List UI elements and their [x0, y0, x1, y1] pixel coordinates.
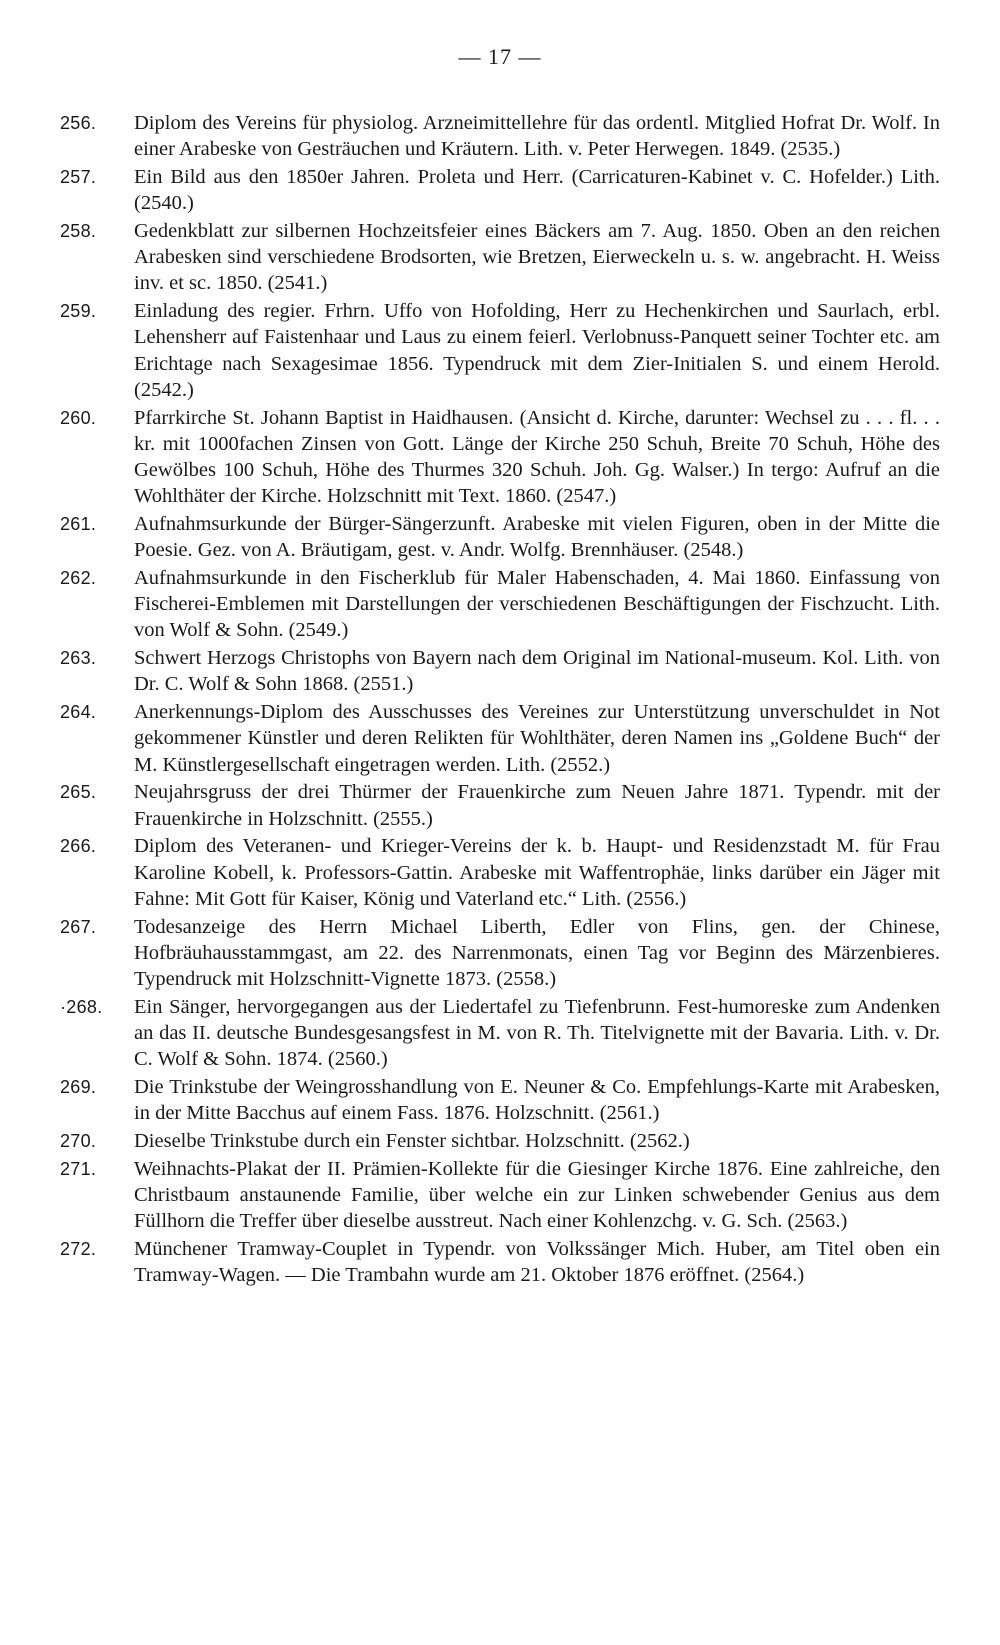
entry-text: Todesanzeige des Herrn Michael Liberth, Edler von Flins, gen. der Chinese, Hofbräuhausstammgast, am 22. des Narrenmonats, einen Tag vor Beginn des Märzenbieres. Typendruck mit Holzschnitt-Vignette 1873. (2558.) — [134, 915, 940, 991]
entry-number: 263. — [60, 648, 97, 669]
catalog-entry — [60, 1128, 940, 1154]
entry-number: 270. — [60, 1131, 97, 1152]
entry-text: Schwert Herzogs Christophs von Bayern nach dem Original im National-museum. Kol. Lith. von Dr. C. Wolf & Sohn 1868. (2551.) — [134, 647, 940, 696]
entry-number: 272. — [60, 1239, 97, 1260]
catalog-entry — [60, 565, 940, 644]
entry-text: Münchener Tramway-Couplet in Typendr. von Volkssänger Mich. Huber, am Titel oben ein Tramway-Wagen. — Die Trambahn wurde am 21. Oktober 1876 eröffnet. (2564.) — [134, 1238, 940, 1287]
catalog-entry — [60, 914, 940, 993]
catalog-entry — [60, 1236, 940, 1288]
entry-number: 259. — [60, 301, 97, 322]
catalog-entry — [60, 298, 940, 403]
entry-number: 257. — [60, 167, 97, 187]
entry-text: Gedenkblatt zur silbernen Hochzeitsfeier eines Bäckers am 7. Aug. 1850. Oben an den reichen Arabesken sind verschiedene Brodsorten, wie Bretzen, Eierweckeln u. s. w. angebracht. H. Weiss inv. et sc. 1850. (2541.) — [134, 220, 940, 295]
entry-text: Weihnachts-Plakat der II. Prämien-Kollekte für die Giesinger Kirche 1876. Eine zahlreiche, den Christbaum anstaunende Familie, über welche ein zur Linken schwebender Genius aus dem Füllhorn die Treffer über dieselbe ausstreut. Nach einer Kohlenzchg. v. G. Sch. (2563.) — [134, 1157, 940, 1233]
entry-number: 261. — [60, 514, 97, 535]
entry-text: Neujahrsgruss der drei Thürmer der Frauenkirche zum Neuen Jahre 1871. Typendr. mit der Frauenkirche in Holzschnitt. (2555.) — [134, 781, 940, 830]
entry-number: 269. — [60, 1077, 97, 1098]
entry-number: 256. — [60, 113, 97, 133]
entry-number: 267. — [60, 916, 97, 937]
entry-text: Dieselbe Trinkstube durch ein Fenster sichtbar. Holzschnitt. (2562.) — [134, 1130, 690, 1153]
catalog-entry — [60, 511, 940, 563]
entry-text: Diplom des Veteranen- und Krieger-Vereins der k. b. Haupt- und Residenzstadt M. für Frau Karoline Kobell, k. Professors-Gattin. Arabeske mit Waffentrophäe, links darüber ein Jäger mit Fahne: Mit Gott für Kaiser, König und Vaterland etc.“ Lith. (2556.) — [134, 835, 940, 910]
entry-number: 258. — [60, 221, 97, 241]
catalog-entry — [60, 699, 940, 778]
catalog-entry — [60, 1074, 940, 1126]
entry-number: 262. — [60, 568, 97, 589]
catalog-entry — [60, 405, 940, 510]
entry-text: Anerkennungs-Diplom des Ausschusses des Vereines zur Unterstützung unverschuldet in Not gekommener Künstler und deren Relikten für Wohlthäter, deren Namen ins „Goldene Buch“ der M. Künstlergesellschaft eingetragen werden. Lith. (2552.) — [134, 701, 940, 776]
catalog-entry — [60, 110, 940, 162]
catalog-entry — [60, 779, 940, 831]
entry-number: 265. — [60, 782, 97, 803]
entry-number: 264. — [60, 702, 97, 723]
entry-text: Ein Sänger, hervorgegangen aus der Liedertafel zu Tiefenbrunn. Fest-humoreske zum Andenken an das II. deutsche Bundesgesangsfest in M. von R. Th. Titelvignette mit der Bavaria. Lith. v. Dr. C. Wolf & Sohn. 1874. (2560.) — [134, 995, 940, 1071]
entry-text: Die Trinkstube der Weingrosshandlung von E. Neuner & Co. Empfehlungs-Karte mit Arabesken, in der Mitte Bacchus auf einem Fass. 1876. Holzschnitt. (2561.) — [134, 1076, 940, 1125]
entry-text: Aufnahmsurkunde der Bürger-Sängerzunft. Arabeske mit vielen Figuren, oben in der Mitte die Poesie. Gez. von A. Bräutigam, gest. v. Andr. Wolfg. Brennhäuser. (2548.) — [134, 513, 940, 562]
catalog-entry — [60, 218, 940, 297]
entry-number: 266. — [60, 836, 97, 857]
entry-text: Diplom des Vereins für physiolog. Arzneimittellehre für das ordentl. Mitglied Hofrat Dr. Wolf. In einer Arabeske von Gesträuchen und Kräutern. Lith. v. Peter Herwegen. 1849. (2535.) — [134, 112, 940, 161]
entry-text: Ein Bild aus den 1850er Jahren. Proleta und Herr. (Carricaturen-Kabinet v. C. Hofelder.) Lith. (2540.) — [134, 166, 940, 215]
catalog-entry — [60, 994, 940, 1073]
entry-text: Aufnahmsurkunde in den Fischerklub für Maler Habenschaden, 4. Mai 1860. Einfassung von Fischerei-Emblemen mit Darstellungen der verschiedenen Beschäftigungen der Fischzucht. Lith. von Wolf & Sohn. (2549.) — [134, 567, 940, 642]
catalog-entries — [60, 110, 940, 1290]
entry-number: 271. — [60, 1158, 97, 1179]
entry-text: Einladung des regier. Frhrn. Uffo von Hofolding, Herr zu Hechenkirchen und Saurlach, erbl. Lehensherr auf Faistenhaar und Laus zu einem feierl. Verlobnuss-Panquett seiner Tochter etc. am Erichtage nach Sexagesimae 1856. Typendruck mit dem Zier-Initialen S. und einem Herold. (2542.) — [134, 300, 940, 401]
catalog-entry — [60, 1156, 940, 1235]
entry-number: 260. — [60, 407, 97, 428]
entry-number: ·268. — [60, 996, 103, 1017]
catalog-entry — [60, 164, 940, 216]
entry-text: Pfarrkirche St. Johann Baptist in Haidhausen. (Ansicht d. Kirche, darunter: Wechsel zu . . . fl. . . kr. mit 1000fachen Zinsen von Gott. Länge der Kirche 250 Schuh, Breite 70 Schuh, Höhe des Gewölbes 100 Schuh, Höhe des Thurmes 320 Schuh. Joh. Gg. Walser.) In tergo: Aufruf an die Wohlthäter der Kirche. Holzschnitt mit Text. 1860. (2547.) — [134, 406, 940, 508]
catalog-entry — [60, 833, 940, 912]
catalog-entry — [60, 645, 940, 697]
page-number: — 17 — — [458, 44, 542, 69]
